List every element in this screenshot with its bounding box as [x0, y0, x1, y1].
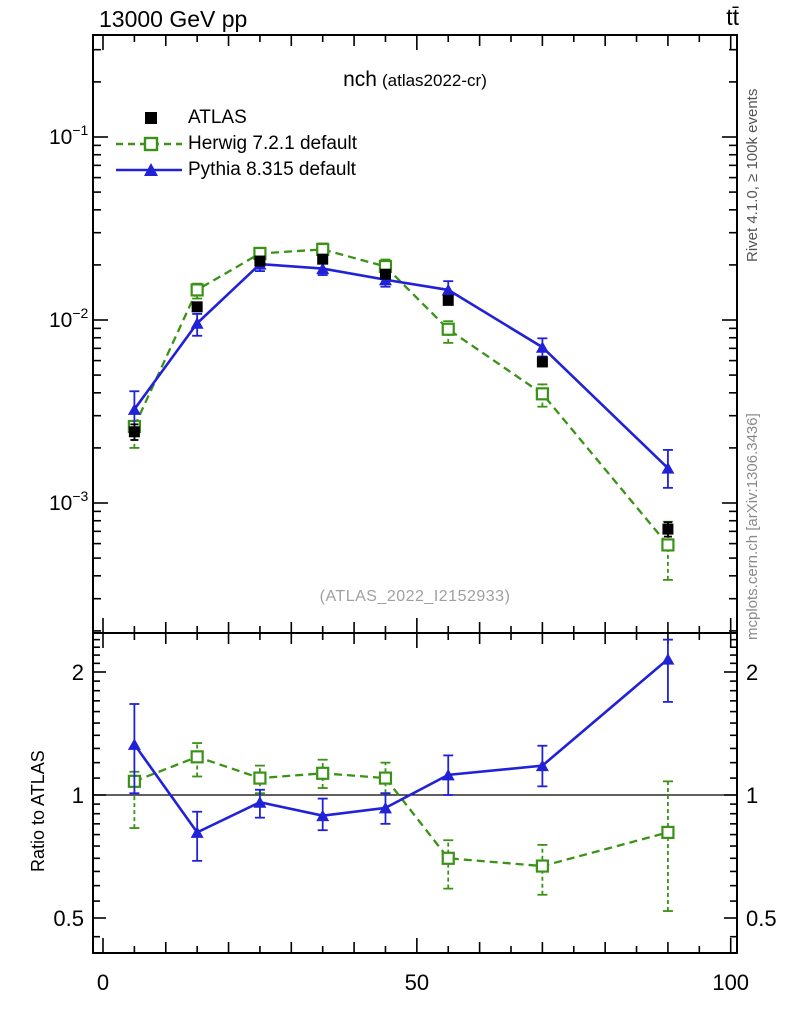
svg-text:0: 0	[96, 970, 110, 995]
ratio-series-pythia	[128, 640, 675, 861]
svg-text:0.5: 0.5	[746, 906, 777, 932]
svg-text:100: 100	[712, 970, 750, 995]
svg-text:2: 2	[71, 659, 84, 685]
svg-text:1: 1	[71, 783, 84, 808]
beam-energy-label: 13000 GeV pp	[99, 6, 248, 32]
svg-text:10−2: $10^{-2}$	[49, 305, 89, 332]
rivet-version-note: Rivet 4.1.0, ≥ 100k events	[744, 88, 761, 262]
legend-item-atlas	[114, 105, 357, 131]
legend-label: ATLAS	[188, 107, 247, 128]
observable-name: nch	[343, 68, 377, 91]
plot-title	[0, 68, 786, 92]
x-axis-labels	[97, 970, 749, 995]
analysis-watermark: (ATLAS_2022_I2152933)	[319, 588, 511, 605]
main-series-herwig	[129, 243, 674, 579]
svg-text:0.5: 0.5	[53, 906, 84, 932]
legend	[114, 105, 357, 183]
ratio-axis-label: Ratio to ATLAS	[28, 750, 48, 872]
observable-qualifier: (atlas2022-cr)	[381, 71, 487, 90]
svg-text:2: 2	[746, 659, 759, 685]
mcplots-arxiv-note: mcplots.cern.ch [arXiv:1306.3436]	[744, 413, 761, 640]
svg-text:10−3: $10^{-3}$	[49, 488, 89, 515]
legend-label: Herwig 7.2.1 default	[188, 133, 357, 154]
svg-text:10−1: $10^{-1}$	[49, 122, 89, 149]
svg-text:1: 1	[746, 783, 759, 808]
legend-item-pythia	[114, 157, 357, 183]
svg-text:50: 50	[404, 970, 430, 995]
process-label: tt̄	[726, 4, 739, 30]
legend-item-herwig	[114, 131, 357, 157]
main-y-labels	[49, 122, 89, 515]
herwig-marker-icon	[114, 133, 184, 155]
atlas-marker-icon	[114, 107, 184, 129]
pythia-marker-icon	[114, 159, 184, 181]
legend-label: Pythia 8.315 default	[188, 159, 356, 180]
